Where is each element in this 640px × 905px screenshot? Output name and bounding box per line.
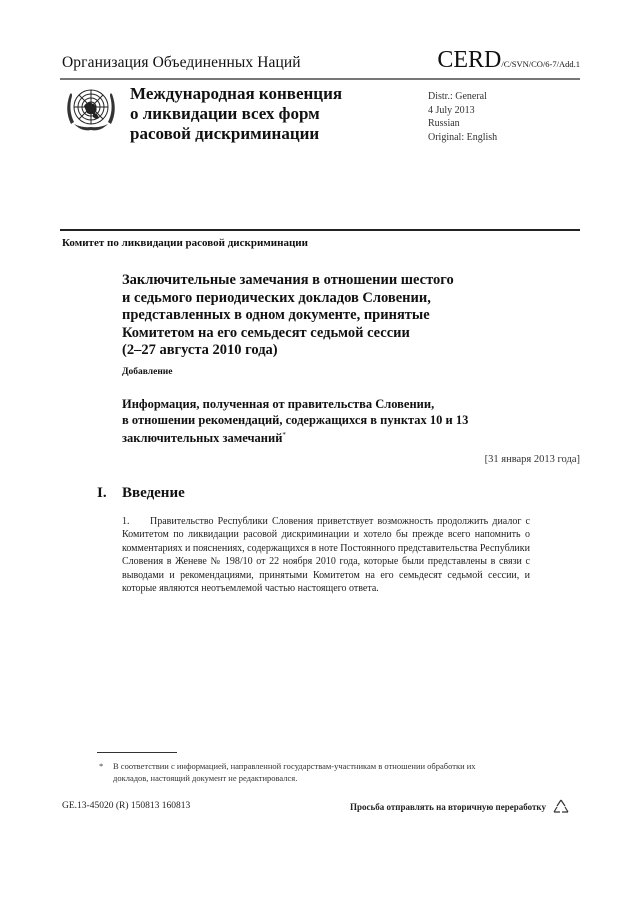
title-divider [60,229,580,231]
info-title [122,397,468,447]
footnote-text: В соответствии с информацией, направленной государствам-участникам в отношении обработки их докладов, настоящий документ не редактировался. [113,761,476,783]
distribution-info [428,90,497,144]
header-divider [60,78,580,80]
info-title-line: в отношении рекомендаций, содержащихся в пунктах 10 и 13 [122,412,469,427]
distr-line: Distr.: General [428,91,487,102]
paragraph-1 [122,515,530,595]
date-line: 4 July 2013 [428,104,475,116]
language-line: Russian [428,118,460,129]
organization-name: Организация Объединенных Наций [62,54,301,71]
footnote-divider [97,752,177,753]
recycle-text: Просьба отправлять на вторичную переработку [350,802,546,813]
un-emblem-icon [62,80,120,138]
convention-title-line: о ликвидации всех форм [130,104,320,123]
footnote [97,760,527,784]
symbol-suffix: /C/SVN/CO/6-7/Add.1 [501,59,580,69]
document-id: GE.13-45020 (R) 150813 160813 [62,801,191,811]
main-title-line: Комитетом на его семьдесят седьмой сессии [122,324,410,341]
recycle-icon [551,798,571,818]
main-title [122,272,454,360]
paragraph-number: 1. [122,516,130,527]
document-symbol [437,47,580,74]
committee-name: Комитет по ликвидации расовой дискриминации [62,237,308,249]
main-title-line: (2–27 августа 2010 года) [122,342,278,358]
info-title-line [122,428,468,447]
section-title: Введение [122,485,185,501]
recycle-notice [350,798,571,818]
original-language-line: Original: English [428,131,498,143]
footnote-mark: * [99,761,104,771]
convention-title-line: расовой дискриминации [130,124,320,143]
main-title-line: Заключительные замечания в отношении шестого [122,272,454,288]
main-title-line: и седьмого периодических докладов Словении, [122,289,431,306]
addendum-label: Добавление [122,367,173,377]
main-title-line: представленных в одном документе, принятые [122,307,430,323]
symbol-main: CERD [437,47,502,73]
info-title-line: Информация, полученная от правительства Словении, [122,397,435,411]
footnote-marker[interactable]: * [282,431,286,439]
convention-title [130,84,342,144]
section-number: I. [97,485,107,501]
convention-title-line: Международная конвенция [130,84,343,103]
paragraph-text: Правительство Республики Словения приветствует возможность продолжить диалог с Комитетом по ликвидации расовой дискриминации и хотело бы прежде всего напомнить о комментариях и пояснениях, содержащихся в ноте Постоянного представительства Республики Словения в Женеве № 198/10 от 22 ноября 2010 года, которые были представлены в связи с выводами и рекомендациями, принятыми Комитетом на его семьдесят седьмой сессии, и которые являются неотъемлемой частью настоящего ответа. [122,516,530,595]
info-title-text: заключительных замечаний [122,431,283,446]
submission-date: [31 января 2013 года] [484,454,580,465]
